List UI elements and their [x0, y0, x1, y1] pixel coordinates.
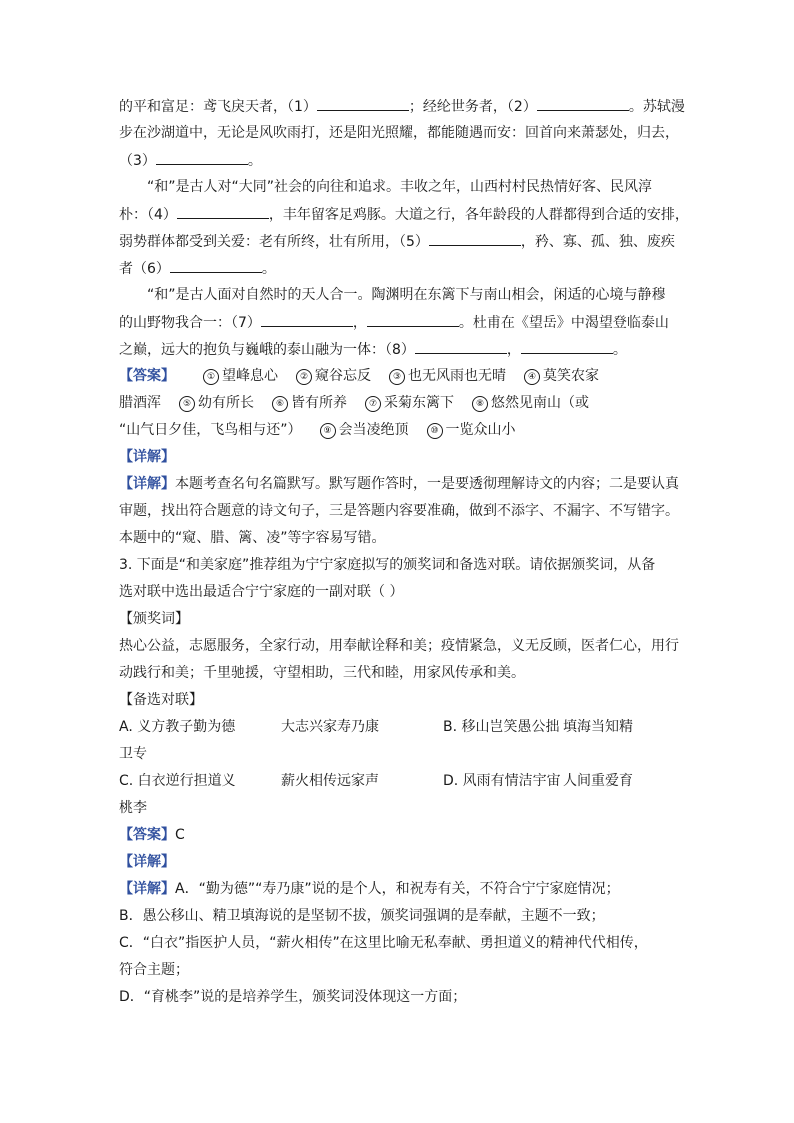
document-content [119, 93, 689, 1011]
para1-line1: 的平和富足：鸢飞戾天者，（1） ；经纶世务者，（2） 。苏轼漫 [119, 93, 679, 120]
blank-4 [177, 201, 269, 219]
blank-2 [537, 93, 629, 111]
answer1-line2: 腊酒浑 ⑤ 幼有所长 ⑥ 皆有所养 ⑦ 采菊东篱下 ⑧ 悠然见南山（或 [119, 390, 679, 417]
answer2-line: 【答案】C [119, 827, 185, 843]
detail1-heading: 【详解】 [119, 449, 175, 465]
para1-line2: 步在沙湖道中，无论是风吹雨打，还是阳光照耀，都能随遇而安：回首向来萧瑟处，归去， [119, 125, 679, 141]
answer-item: ② 窥谷忘反 [296, 363, 371, 390]
blank-8a [415, 336, 507, 354]
answer-item: ⑥ 皆有所养 [272, 390, 347, 417]
options-ab [119, 714, 679, 741]
option-a-2: 大志兴家寿乃康 [281, 719, 379, 735]
blank-3 [156, 147, 248, 165]
answer-item: ① 望峰息心 [203, 363, 278, 390]
option-a-1: A. 义方教子勤为德 [119, 719, 236, 735]
detail2-line2: B．愚公移山、精卫填海说的是坚韧不拔，颁奖词强调的是奉献，主题不一致； [119, 908, 605, 924]
para1-line3: （3） 。 [119, 147, 679, 174]
blank-8b [521, 336, 613, 354]
detail2-line5: D．“育桃李”说的是培养学生，颁奖词没体现这一方面； [119, 989, 467, 1005]
award-line1: 热心公益，志愿服务，全家行动，用奉献诠释和美；疫情紧急，义无反顾，医者仁心，用行 [119, 638, 679, 654]
para2-line1: “和”是古人对“大同”社会的向往和追求。丰收之年，山西村村民热情好客、民风淳 [147, 179, 653, 195]
option-d-1: D. 风雨有情洁宇宙 [443, 773, 561, 789]
blank-5 [429, 228, 521, 246]
option-b-1: B. 移山岂笑愚公拙 [443, 719, 560, 735]
award-line2: 动践行和美；千里驰援，守望相助，三代和睦，用家风传承和美。 [119, 665, 525, 681]
question3-line2: 选对联中选出最适合宁宁家庭的一副对联（ ） [119, 584, 404, 600]
answer-item: ⑤ 幼有所长 [179, 390, 254, 417]
options-ab-wrap: 卫专 [119, 746, 147, 762]
answer1-line1 [119, 363, 679, 390]
detail1-line1: 【详解】本题考查名句名篇默写。默写题作答时，一是要透彻理解诗文的内容；二是要认真 [119, 476, 679, 492]
para2-line2: 朴：（4） ，丰年留客足鸡豚。大道之行，各年龄段的人群都得到合适的安排， [119, 201, 679, 228]
detail2-line1: 【详解】A．“勤为德”“寿乃康”说的是个人，和祝寿有关，不符合宁宁家庭情况； [119, 881, 620, 897]
para2-line3: 弱势群体都受到关爱：老有所终，壮有所用，（5） ，矜、寡、孤、独、废疾 [119, 228, 679, 255]
para3-line2: 的山野物我合一：（7） ， 。杜甫在《望岳》中渴望登临泰山 [119, 309, 679, 336]
para2-line4: 者（6） 。 [119, 255, 679, 282]
answer-item: ⑨ 会当凌绝顶 [320, 417, 409, 444]
answer-item: ④ 莫笑农家 [524, 363, 599, 390]
answer-item: ⑩ 一览众山小 [427, 417, 516, 444]
question3-line1: 3. 下面是“和美家庭”推荐组为宁宁家庭拟写的颁奖词和备选对联。请依据颁奖词，从备 [119, 557, 656, 573]
para3-line1: “和”是古人面对自然时的天人合一。陶渊明在东篱下与南山相会，闲适的心境与静穆 [147, 287, 666, 303]
blank-7b [367, 309, 459, 327]
answer1-line3: “山气日夕佳，飞鸟相与还”） ⑨ 会当凌绝顶 ⑩ 一览众山小 [119, 417, 679, 444]
para3-line3: 之巅，远大的抱负与巍峨的泰山融为一体：（8） ， 。 [119, 336, 679, 363]
answer-item: ③ 也无风雨也无晴 [389, 363, 506, 390]
answer2-value: C [175, 827, 185, 843]
blank-1 [317, 93, 409, 111]
option-c-2: 薪火相传远家声 [281, 773, 379, 789]
detail2-line4: 符合主题； [119, 962, 189, 978]
detail1-line2: 审题，找出符合题意的诗文句子，三是答题内容要准确，做到不添字、不漏字、不写错字。 [119, 503, 679, 519]
detail2-line3: C．“白衣”指医护人员，“薪火相传”在这里比喻无私奉献、勇担道义的精神代代相传， [119, 935, 648, 951]
blank-6 [170, 255, 262, 273]
answer-item: ⑧ 悠然见南山（或 [472, 390, 589, 417]
answer-tag: 【答案】 [119, 368, 175, 384]
detail2-heading: 【详解】 [119, 854, 175, 870]
option-c-1: C. 白衣逆行担道义 [119, 773, 236, 789]
options-cd-wrap: 桃李 [119, 800, 147, 816]
couplet-heading: 【备选对联】 [119, 692, 203, 708]
award-heading: 【颁奖词】 [119, 611, 189, 627]
option-d-2: 人间重爱育 [563, 773, 633, 789]
detail1-line3: 本题中的“窥、腊、篱、凌”等字容易写错。 [119, 530, 386, 546]
option-b-2: 填海当知精 [563, 719, 633, 735]
options-cd [119, 768, 679, 795]
answer-item: ⑦ 采菊东篱下 [365, 390, 454, 417]
blank-7a [261, 309, 353, 327]
